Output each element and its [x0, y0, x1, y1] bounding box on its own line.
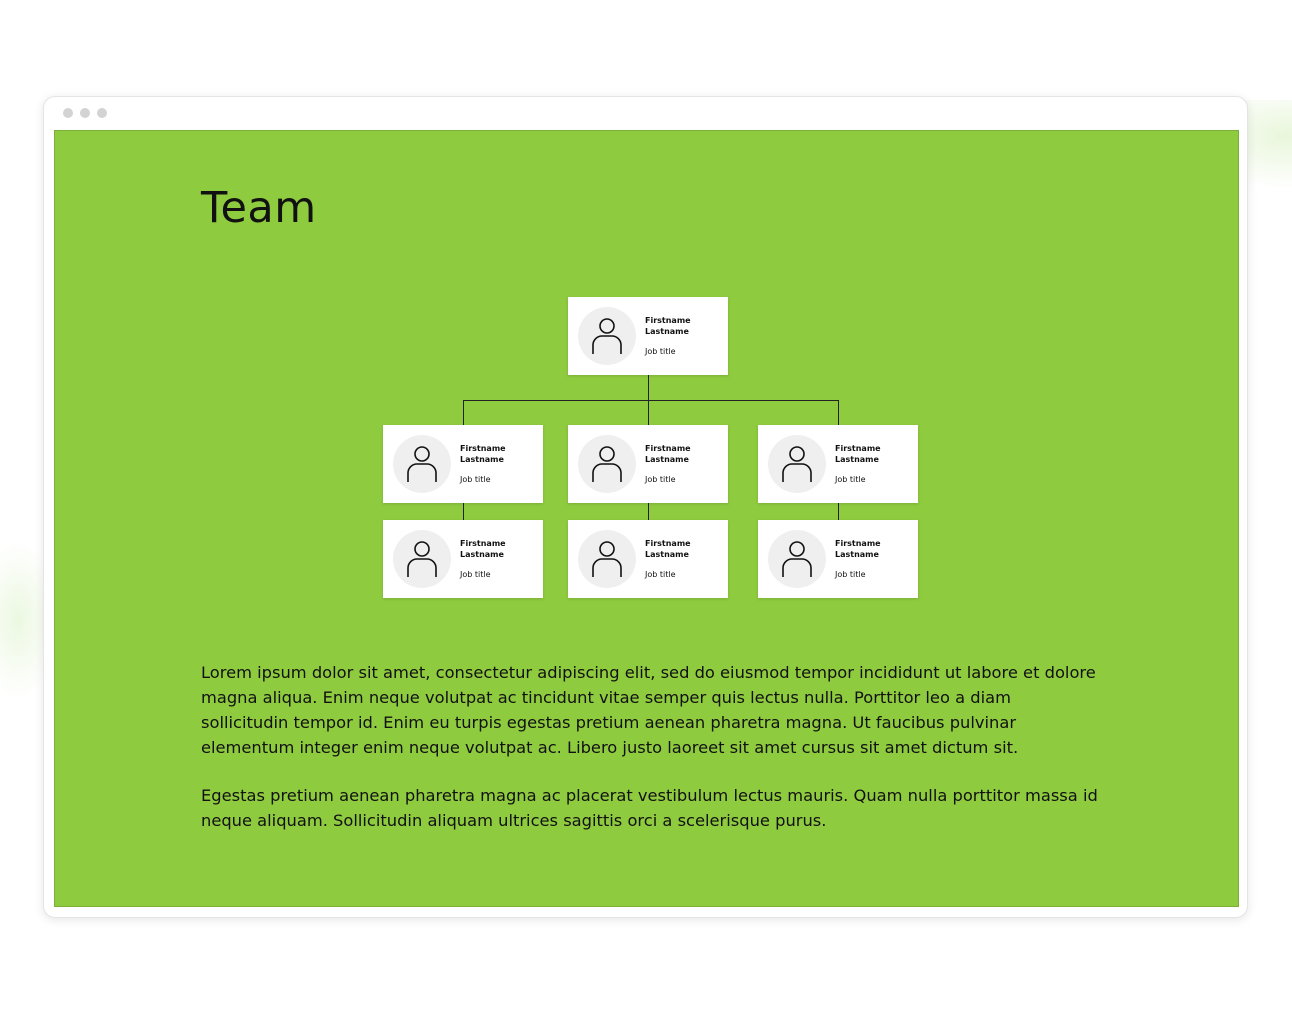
job-title: Job title [460, 475, 491, 484]
body-paragraph: Lorem ipsum dolor sit amet, consectetur adipiscing elit, sed do eiusmod tempor incididunt ut labore et dolore magna aliqua. Enim neque volutpat ac tincidunt vitae semper quis lectus nulla. Porttitor leo a diam sollicitudin tempor id. Enim eu turpis egestas pretium aenean pharetra magna. Ut faucibus pulvinar elementum integer enim neque volutpat ac. Libero justo laoreet sit amet cursus sit amet dictum sit. [201, 663, 1096, 757]
job-title: Job title [645, 347, 676, 356]
page-title: Team [201, 183, 317, 233]
job-title: Job title [645, 570, 676, 579]
person-icon [406, 445, 438, 483]
person-name: Firstname Lastname [645, 539, 691, 559]
person-icon [781, 445, 813, 483]
connector-line [648, 375, 649, 401]
org-card[interactable] [568, 425, 728, 503]
connector-line [463, 503, 464, 521]
person-icon [591, 317, 623, 355]
avatar [578, 530, 636, 588]
window-dot-icon[interactable] [63, 108, 73, 118]
connector-line [648, 400, 649, 426]
avatar [578, 307, 636, 365]
org-card[interactable] [758, 520, 918, 598]
person-icon [591, 445, 623, 483]
org-card[interactable] [383, 425, 543, 503]
avatar [578, 435, 636, 493]
person-name: Firstname Lastname [835, 444, 881, 464]
browser-window [43, 96, 1248, 918]
person-icon [781, 540, 813, 578]
person-icon [591, 540, 623, 578]
job-title: Job title [835, 570, 866, 579]
org-card[interactable] [568, 520, 728, 598]
person-name: Firstname Lastname [645, 444, 691, 464]
person-name: Firstname Lastname [645, 316, 691, 336]
window-controls [63, 108, 107, 118]
person-icon [406, 540, 438, 578]
org-card[interactable] [383, 520, 543, 598]
job-title: Job title [835, 475, 866, 484]
org-card[interactable] [758, 425, 918, 503]
connector-line [838, 400, 839, 426]
job-title: Job title [645, 475, 676, 484]
window-dot-icon[interactable] [97, 108, 107, 118]
connector-line [838, 503, 839, 521]
job-title: Job title [460, 570, 491, 579]
connector-line [463, 400, 464, 426]
avatar [393, 530, 451, 588]
page-viewport [54, 130, 1239, 907]
person-name: Firstname Lastname [835, 539, 881, 559]
person-name: Firstname Lastname [460, 444, 506, 464]
person-name: Firstname Lastname [460, 539, 506, 559]
connector-line [463, 400, 838, 401]
avatar [393, 435, 451, 493]
window-dot-icon[interactable] [80, 108, 90, 118]
connector-line [648, 503, 649, 521]
avatar [768, 530, 826, 588]
org-card-root[interactable] [568, 297, 728, 375]
avatar [768, 435, 826, 493]
body-paragraph: Egestas pretium aenean pharetra magna ac placerat vestibulum lectus mauris. Quam nulla porttitor massa id neque aliquam. Sollicitudin aliquam ultrices sagittis orci a scelerisque purus. [201, 786, 1098, 830]
